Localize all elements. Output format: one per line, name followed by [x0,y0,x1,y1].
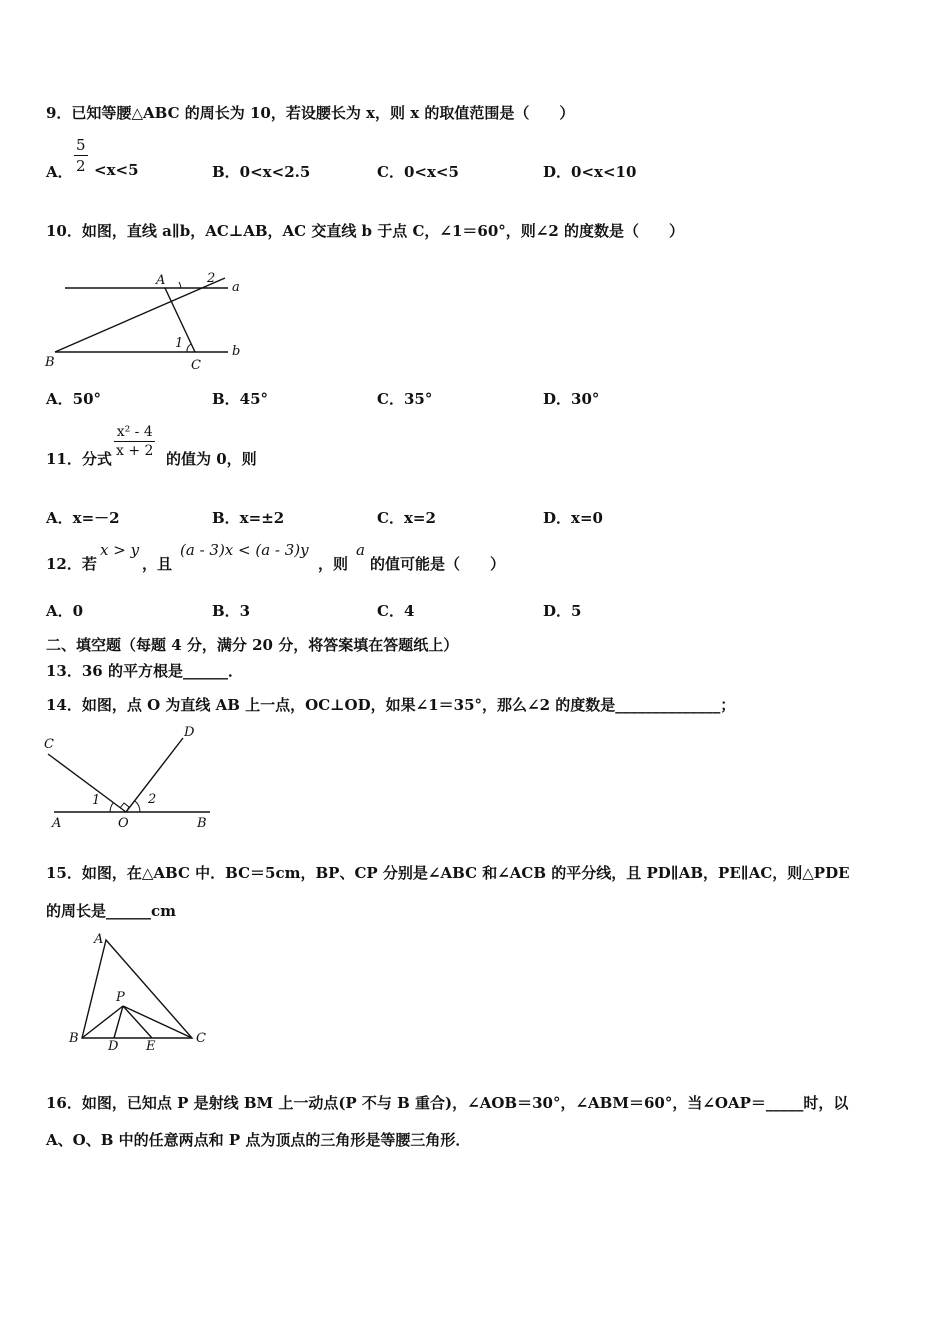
q10-stem: 10．如图，直线 a∥b，AC⊥AB，AC 交直线 b 于点 C，∠1＝60°，则∠2 的度数是（ ） [46,222,685,240]
section-2-heading: 二、填空题（每题 4 分，满分 20 分，将答案填在答题纸上） [46,636,459,654]
q15-label-C: C [196,1031,206,1046]
q10-option-c: C．35° [377,390,433,408]
q14-label-2: 2 [148,792,157,807]
q14-label-B: B [197,816,207,831]
q9-stem: 9．已知等腰△ABC 的周长为 10，若设腰长为 x，则 x 的取值范围是（ ） [46,104,575,122]
q10-option-b: B．45° [212,390,269,408]
q9-option-a-rest: <x<5 [94,161,139,179]
q11-fraction [114,424,155,459]
q12-option-b: B．3 [212,602,251,620]
q12-mid2: ，则 [318,555,349,573]
q12-option-a: A．0 [46,602,84,620]
q10-label-a: a [232,280,240,295]
q10-label-2: 2 [207,271,216,286]
q11-option-a: A．x=－2 [46,509,120,527]
q15-label-B: B [69,1031,79,1046]
q13: 13．36 的平方根是______． [46,662,243,680]
q15-label-A: A [94,932,104,947]
q15-line-2: 的周长是______cm [46,902,177,920]
q12-option-d: D．5 [543,602,582,620]
q12-var: a [356,541,365,559]
q15-figure [62,928,222,1054]
q9-option-c: C．0<x<5 [377,163,459,181]
q9-a-denominator: 2 [76,157,86,175]
q14-label-A: A [52,816,62,831]
q16-line-2: A、O、B 中的任意两点和 P 点为顶点的三角形是等腰三角形． [46,1131,471,1149]
q15-label-P: P [116,990,125,1005]
q15-line-1: 15．如图，在△ABC 中．BC＝5cm，BP、CP 分别是∠ABC 和∠ACB 的平分线，且 PD∥AB，PE∥AC，则△PDE [46,864,850,882]
q10-option-d: D．30° [543,390,600,408]
q12-mid: ，且 [142,555,173,573]
q15-label-D: D [108,1039,119,1054]
q11-option-c: C．x=2 [377,509,436,527]
q14-stem: 14．如图，点 O 为直线 AB 上一点，OC⊥OD，如果∠1＝35°，那么∠2 的度数是______________； [46,696,736,714]
q11-numerator: x² - 4 [116,424,153,440]
q11-option-d: D．x=0 [543,509,603,527]
q11-option-b: B．x=±2 [212,509,285,527]
q14-label-O: O [118,816,129,831]
q9-option-a-fraction [74,136,88,175]
q10-label-1: 1 [175,336,184,351]
q12-prefix: 12．若 [46,555,97,573]
q10-figure [40,262,250,374]
q12-condition-1: x > y [100,541,140,559]
q9-a-numerator: 5 [76,136,86,154]
q12-condition-2: (a - 3)x < (a - 3)y [180,541,309,559]
q16-line-1: 16．如图，已知点 P 是射线 BM 上一动点(P 不与 B 重合)，∠AOB＝30°，∠ABM＝60°，当∠OAP＝_____时，以 [46,1094,849,1112]
q10-label-b: b [232,344,241,359]
q9-option-a-label: A． [46,163,73,181]
q12-suffix: 的值可能是（ ） [370,555,506,573]
q10-option-a: A．50° [46,390,102,408]
q10-label-A: A [156,273,166,288]
q11-denominator: x + 2 [116,443,154,459]
q15-label-E: E [146,1039,156,1054]
q11-suffix: 的值为 0，则 [166,450,257,468]
q14-label-D: D [184,725,195,740]
q11-prefix: 11．分式 [46,450,112,468]
q9-option-b: B．0<x<2.5 [212,163,311,181]
q10-label-C: C [191,358,201,373]
q14-label-1: 1 [92,793,101,808]
q14-label-C: C [44,737,54,752]
q12-option-c: C．4 [377,602,415,620]
q14-figure [40,724,220,832]
q10-label-B: B [45,355,55,370]
q9-option-d: D．0<x<10 [543,163,637,181]
